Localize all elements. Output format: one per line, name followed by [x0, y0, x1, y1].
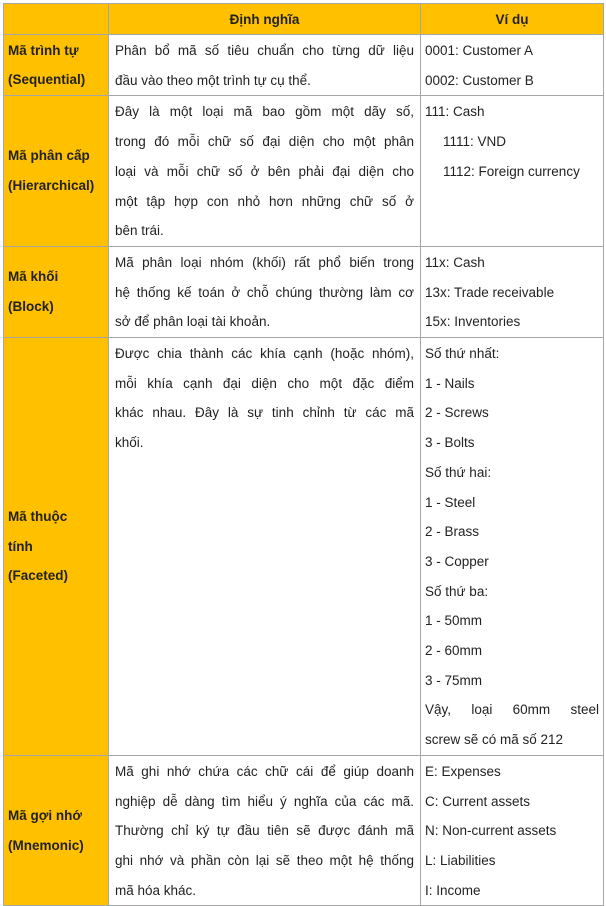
- example-cell: [421, 755, 604, 906]
- example-line: 1 - Steel: [425, 494, 476, 510]
- example-cell: [421, 338, 604, 756]
- term-line: (Mnemonic): [8, 837, 84, 853]
- table-row-mnemonic: [4, 755, 604, 906]
- example-line: 11x: Cash: [425, 254, 485, 270]
- term-line: Mã khối: [8, 269, 59, 285]
- definition-line: bên trái.: [115, 223, 164, 239]
- term-line: (Faceted): [8, 568, 69, 584]
- example-cell: [421, 35, 604, 96]
- definition-line: đầu vào theo một trình tự cụ thể.: [115, 72, 311, 88]
- term-cell: [4, 96, 109, 247]
- definition-line: ghi nhớ và phần còn lại sẽ theo một hệ thống: [115, 852, 414, 868]
- definition-line: mã hóa khác.: [115, 882, 197, 898]
- definition-cell: [109, 246, 421, 337]
- definition-cell: [109, 755, 421, 906]
- definition-line: khác nhau. Đây là sự tinh chỉnh từ các mã: [115, 405, 414, 421]
- definition-line: nghiệp dễ dàng tìm hiểu ý nghĩa của các mã.: [115, 793, 414, 809]
- term-line: Mã gợi nhớ: [8, 807, 82, 823]
- definition-cell: [109, 96, 421, 247]
- example-line: 15x: Inventories: [425, 314, 521, 330]
- definition-line: loại và mỗi chữ số ở bên phải đại diện cho: [115, 163, 414, 179]
- example-line: 111: Cash: [425, 104, 485, 120]
- term-line: Mã phân cấp: [8, 148, 90, 164]
- table-row-hierarchical: [4, 96, 604, 247]
- definition-line: sở để phân loại tài khoản.: [115, 314, 271, 330]
- example-line: Vậy, loại 60mm steel: [425, 702, 599, 718]
- example-line: 2 - Screws: [425, 405, 489, 421]
- example-line: C: Current assets: [425, 793, 531, 809]
- example-line: 3 - 75mm: [425, 672, 483, 688]
- term-line: (Block): [8, 298, 54, 314]
- example-line: 1 - 50mm: [425, 613, 483, 629]
- definition-line: hệ thống kế toán ở chỗ chúng thường làm cơ: [115, 284, 414, 300]
- table-row-faceted: [4, 338, 604, 756]
- example-line: 0002: Customer B: [425, 72, 534, 88]
- example-line: 2 - Brass: [425, 524, 480, 540]
- term-cell: [4, 246, 109, 337]
- definition-line: Mã ghi nhớ chứa các chữ cái để giúp doanh: [115, 763, 414, 779]
- example-line: L: Liabilities: [425, 852, 496, 868]
- header-row: [4, 4, 604, 35]
- example-line: I: Income: [425, 882, 481, 898]
- example-line: 1111: VND: [443, 134, 507, 150]
- header-corner-cell: [4, 4, 109, 35]
- example-line: screw sẽ có mã số 212: [425, 732, 564, 748]
- term-line: Mã thuộc: [8, 508, 68, 524]
- example-line: 1 - Nails: [425, 375, 475, 391]
- term-line: (Sequential): [8, 72, 86, 88]
- example-line: Số thứ ba:: [425, 583, 489, 599]
- definition-line: Đây là một loại mã bao gồm một dãy số,: [115, 104, 414, 120]
- term-cell: [4, 338, 109, 756]
- definition-line: Phân bổ mã số tiêu chuẩn cho từng dữ liệu: [115, 43, 414, 58]
- definition-line: mỗi khía cạnh đại diện cho một đặc điểm: [115, 375, 414, 391]
- definition-cell: [109, 338, 421, 756]
- table-row-sequential: [4, 35, 604, 96]
- coding-methods-table: [3, 3, 604, 906]
- example-line: 1112: Foreign currency: [443, 163, 580, 179]
- example-line: Số thứ nhất:: [425, 346, 500, 362]
- example-line: N: Non-current assets: [425, 823, 557, 839]
- example-line: E: Expenses: [425, 763, 501, 779]
- example-line: 0001: Customer A: [425, 43, 534, 58]
- example-line: 2 - 60mm: [425, 643, 483, 659]
- header-example: Ví dụ: [421, 4, 604, 35]
- definition-cell: [109, 35, 421, 96]
- term-cell: [4, 35, 109, 96]
- example-cell: [421, 96, 604, 247]
- example-line: 3 - Bolts: [425, 435, 475, 451]
- definition-line: khối.: [115, 435, 144, 451]
- example-cell: [421, 246, 604, 337]
- table-row-block: [4, 246, 604, 337]
- definition-line: trong đó mỗi chữ số đại diện cho một phân: [115, 134, 414, 150]
- term-line: tính: [8, 538, 33, 554]
- example-line: 13x: Trade receivable: [425, 284, 555, 300]
- example-line: 3 - Copper: [425, 553, 489, 569]
- term-line: Mã trình tự: [8, 42, 79, 58]
- header-definition: Định nghĩa: [109, 4, 421, 35]
- example-line: Số thứ hai:: [425, 464, 492, 480]
- term-line: (Hierarchical): [8, 178, 95, 194]
- definition-line: Mã phân loại nhóm (khối) rất phổ biến trong: [115, 254, 414, 270]
- definition-line: Được chia thành các khía cạnh (hoặc nhóm),: [115, 346, 414, 362]
- term-cell: [4, 755, 109, 906]
- definition-line: Thường chỉ ký tự đầu tiên sẽ được đánh mã: [115, 823, 414, 839]
- definition-line: một tập hợp con nhỏ hơn những chữ số ở: [115, 193, 414, 209]
